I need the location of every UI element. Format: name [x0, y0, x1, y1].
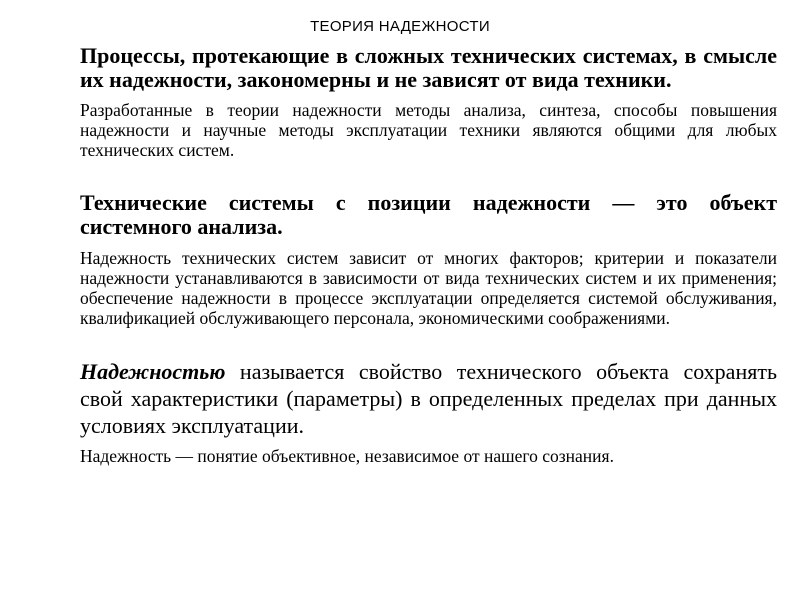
section-2-body: Надежность технических систем зависит от многих факторов; критерии и показатели надежности устанавливаются в зависимости от вида технических систем и их применения; обеспечение надежности в процессе эксплуатации определяется системой обслуживания, квалификацией обслуживающего персонала, экономическими соображениями. — [80, 248, 777, 328]
section-3-body: Надежность — понятие объективное, независимое от нашего сознания. — [80, 446, 614, 466]
section-3-definition — [80, 358, 777, 439]
definition-text: называется свойство технического объекта сохранять свой характеристики (параметры) в определенных пределах при данных условиях эксплуатации. — [80, 359, 777, 438]
section-1-heading: Процессы, протекающие в сложных технических системах, в смысле их надежности, закономерны и не зависят от вида техники. — [80, 43, 777, 92]
slide-content — [80, 44, 777, 466]
section-2-heading: Технические системы с позиции надежности — это объект системного анализа. — [80, 190, 777, 239]
definition-term: Надежностью — [80, 359, 226, 384]
section-1-body: Разработанные в теории надежности методы анализа, синтеза, способы повышения надежности и научные методы эксплуатации техники являются общими для любых технических систем. — [80, 100, 777, 160]
slide-title: ТЕОРИЯ НАДЕЖНОСТИ — [310, 18, 490, 35]
